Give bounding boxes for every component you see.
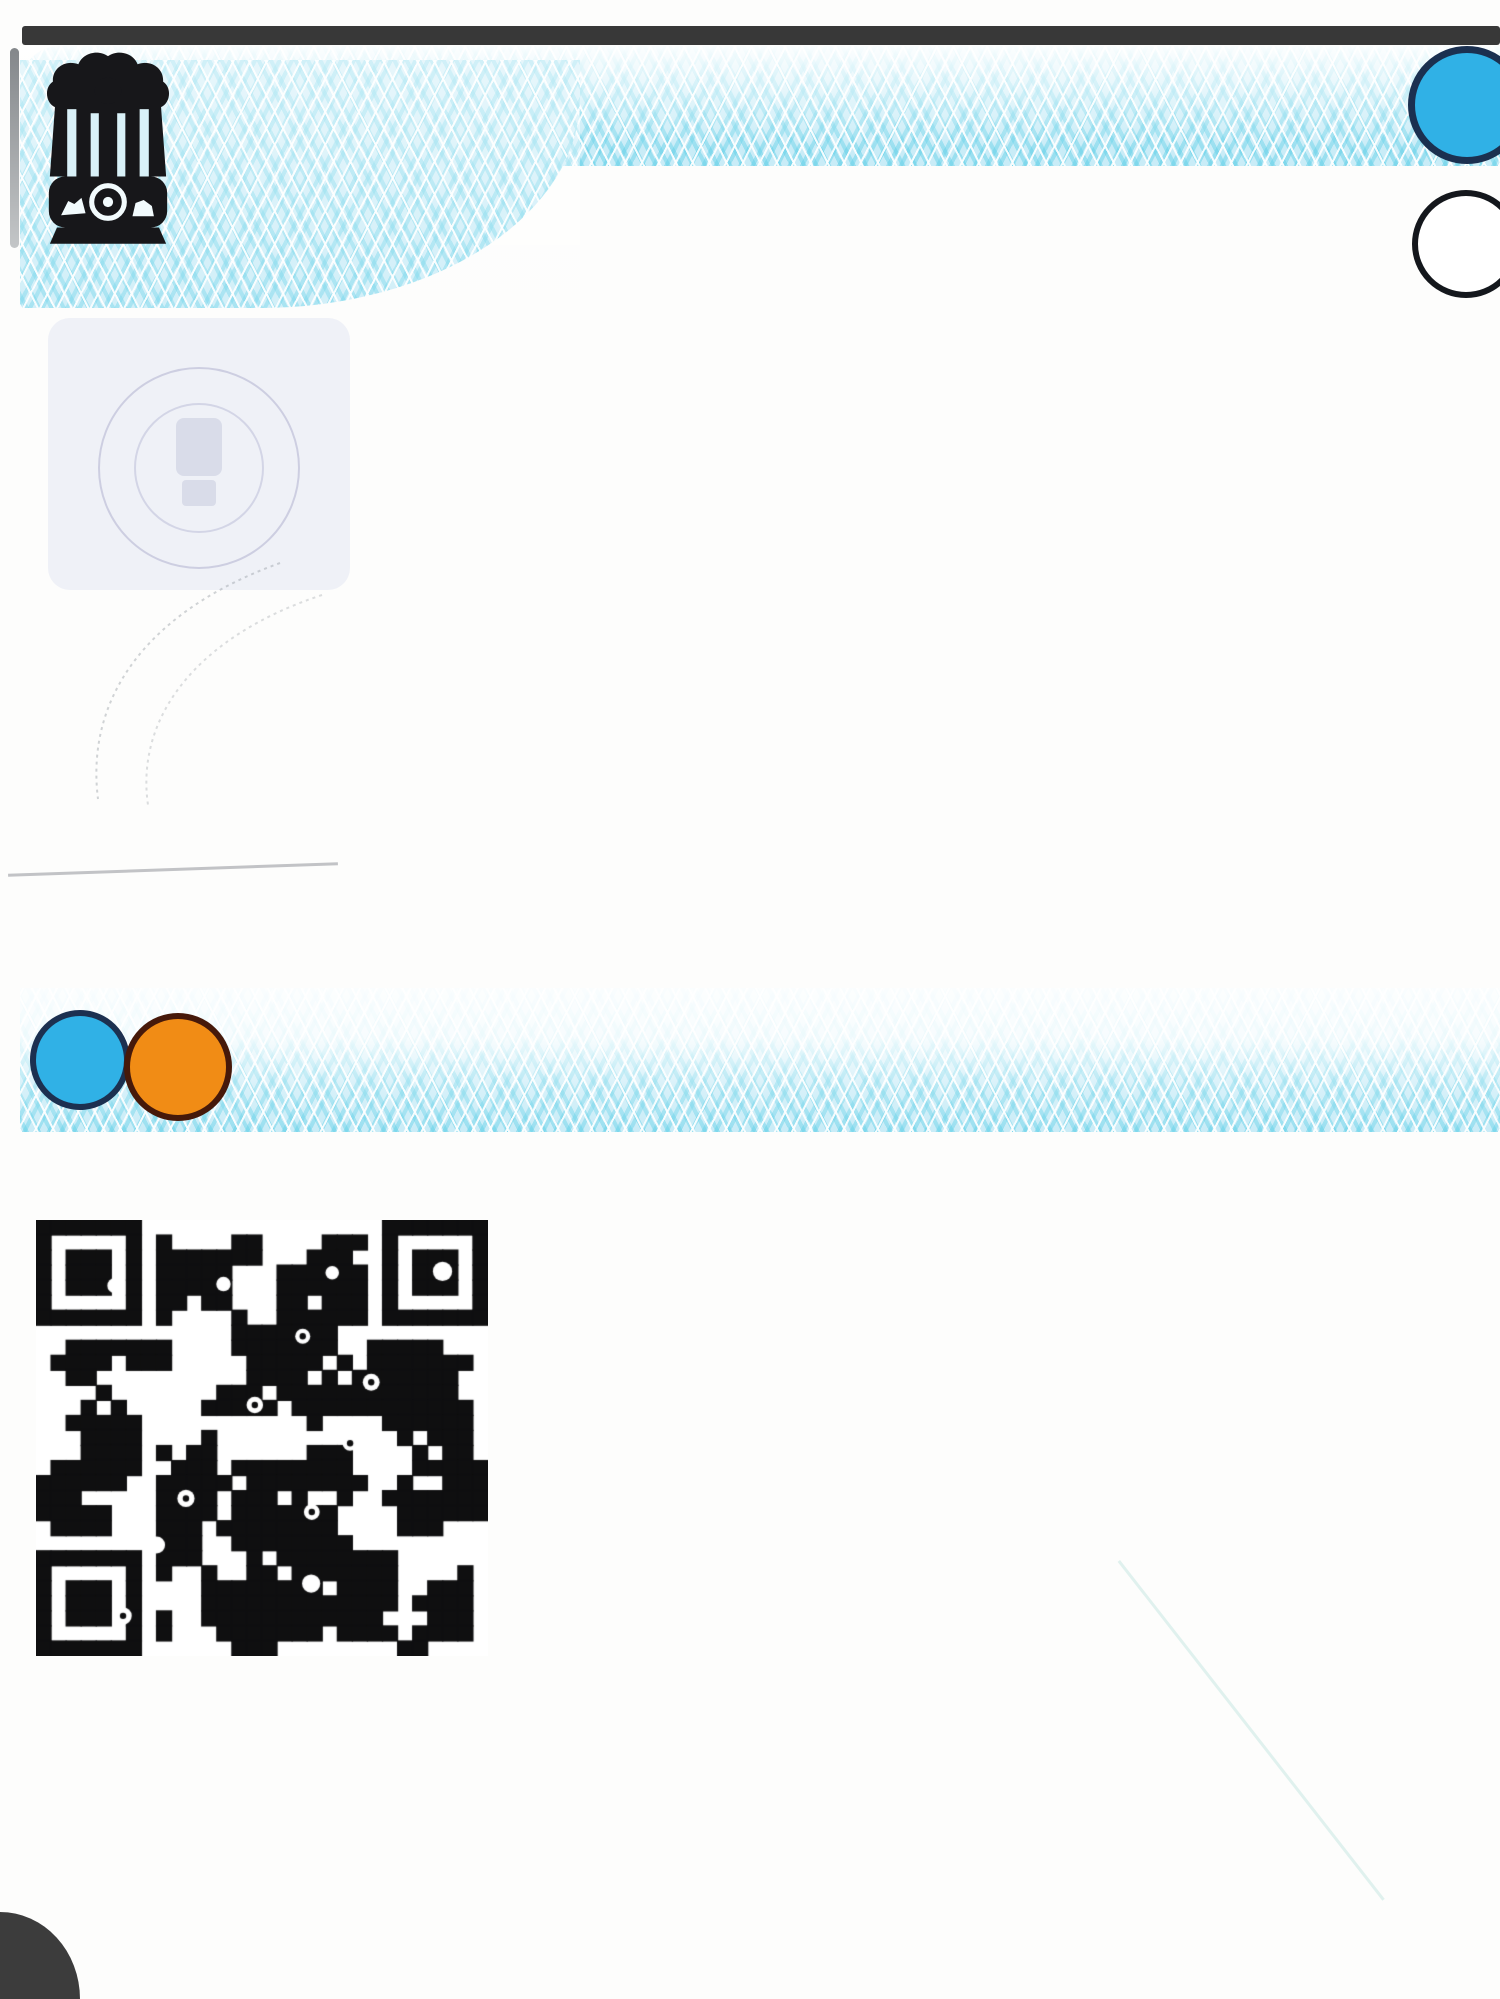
watermark-arcs xyxy=(30,555,360,805)
ashoka-emblem-icon xyxy=(36,50,180,254)
hologram xyxy=(48,318,350,590)
scan-corner-shadow xyxy=(0,1912,80,1999)
emission-strike-line xyxy=(8,862,338,877)
scan-left-edge xyxy=(10,48,19,248)
vehicle-class-band xyxy=(20,988,1500,1132)
watermark-curves xyxy=(1145,1285,1500,1495)
scan-streak xyxy=(1118,1560,1385,1901)
scan-top-edge xyxy=(22,26,1500,45)
qr-code xyxy=(36,1220,488,1656)
owner-serial-circle xyxy=(1412,190,1500,298)
as-badge-band xyxy=(124,1013,232,1121)
